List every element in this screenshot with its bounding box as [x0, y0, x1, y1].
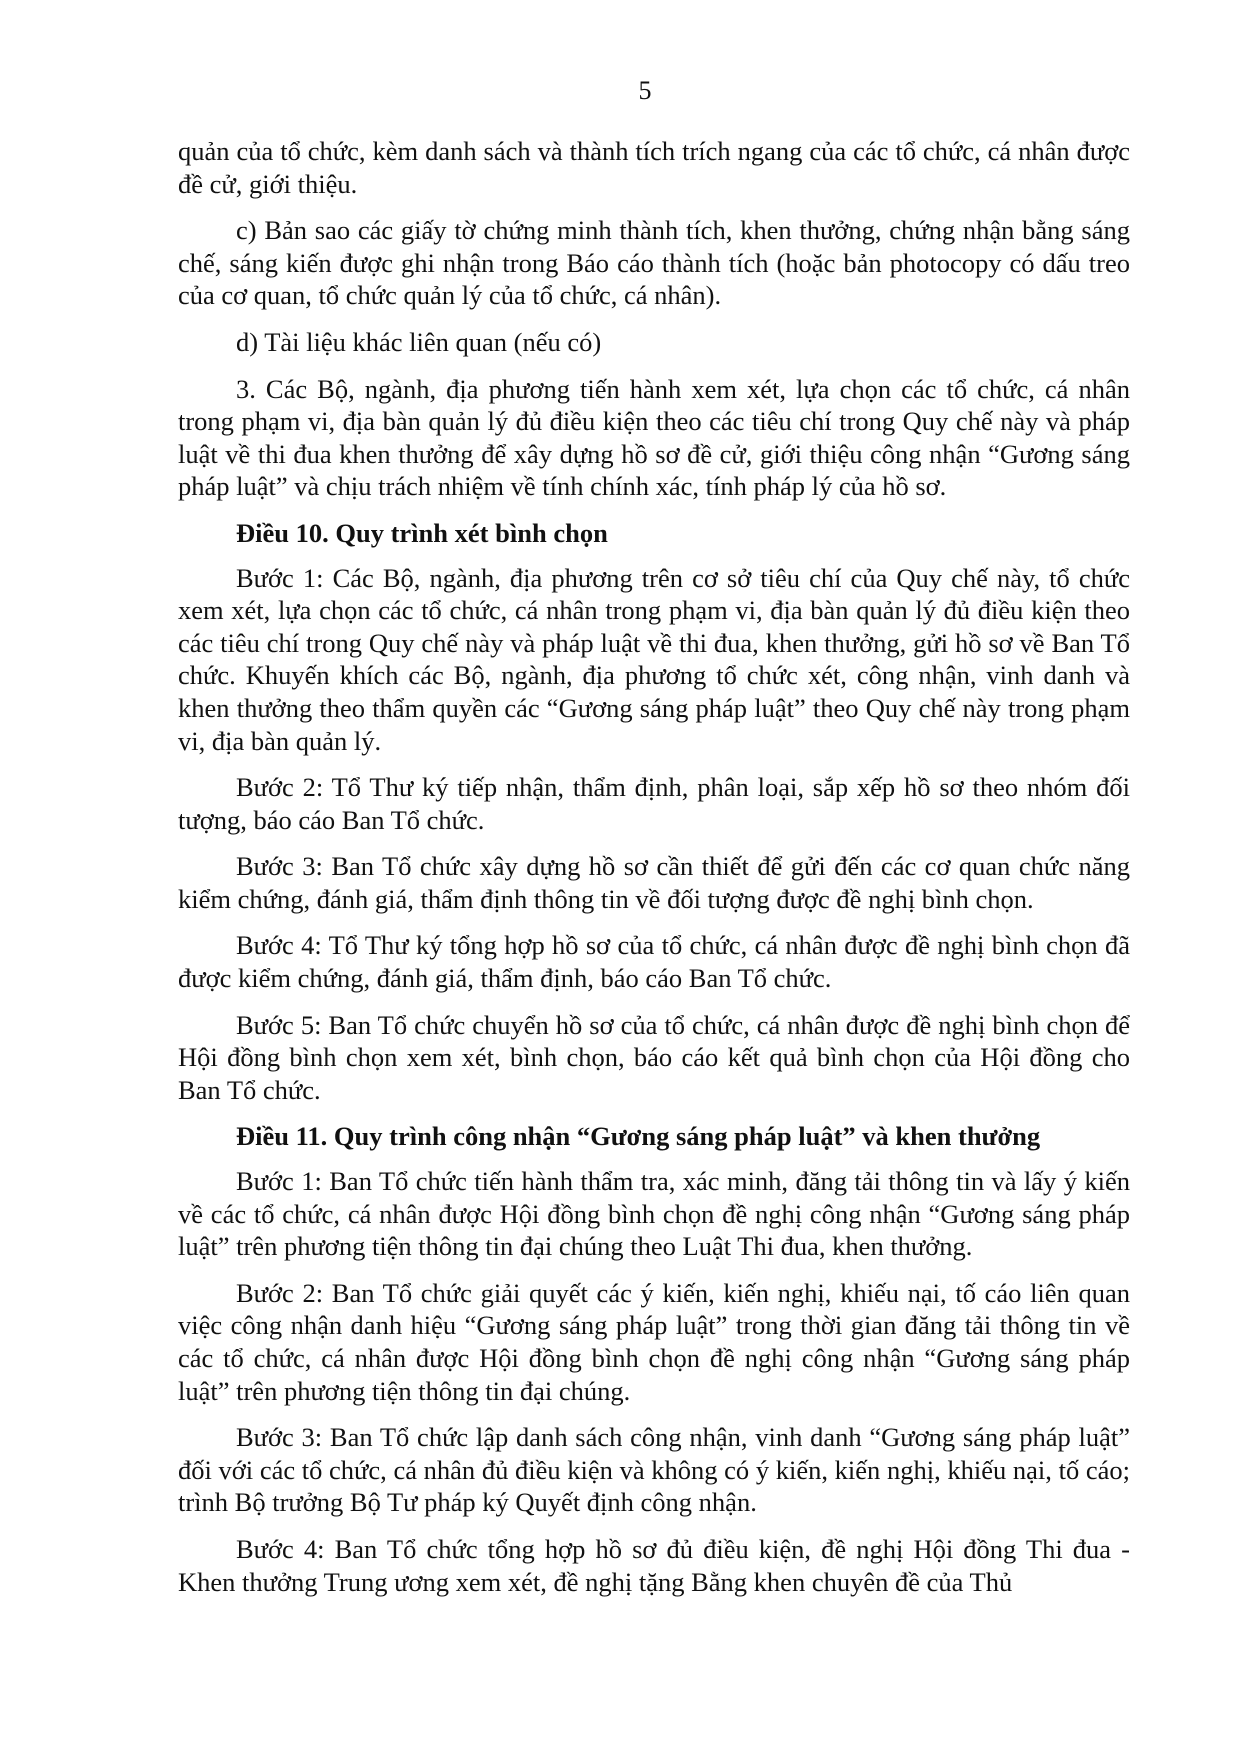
- page-number: 5: [638, 76, 652, 105]
- article-10-step-3: Bước 3: Ban Tổ chức xây dựng hồ sơ cần thiết để gửi đến các cơ quan chức năng kiểm chứng, đánh giá, thẩm định thông tin về đối tượng được đề nghị bình chọn.: [178, 851, 1130, 914]
- paragraph-item-d: d) Tài liệu khác liên quan (nếu có): [236, 326, 602, 357]
- article-10-step-5: Bước 5: Ban Tổ chức chuyển hồ sơ của tổ chức, cá nhân được đề nghị bình chọn để Hội đồng bình chọn xem xét, bình chọn, báo cáo kết quả bình chọn của Hội đồng cho Ban Tổ chức.: [178, 1009, 1130, 1105]
- article-10-step-4: Bước 4: Tổ Thư ký tổng hợp hồ sơ của tổ chức, cá nhân được đề nghị bình chọn đã được kiểm chứng, đánh giá, thẩm định, báo cáo Ban Tổ chức.: [178, 930, 1130, 994]
- article-11-heading: Điều 11. Quy trình công nhận “Gương sáng pháp luật” và khen thưởng: [236, 1121, 1041, 1152]
- article-11-step-3: Bước 3: Ban Tổ chức lập danh sách công nhận, vinh danh “Gương sáng pháp luật” đối với các tổ chức, cá nhân đủ điều kiện và không có ý kiến, kiến nghị, khiếu nại, tố cáo; trình Bộ trưởng Bộ Tư pháp ký Quyết định công nhận.: [178, 1422, 1130, 1518]
- article-11-step-2: Bước 2: Ban Tổ chức giải quyết các ý kiến, kiến nghị, khiếu nại, tố cáo liên quan việc công nhận danh hiệu “Gương sáng pháp luật” trong thời gian đăng tải thông tin về các tổ chức, cá nhân được Hội đồng bình chọn đề nghị công nhận “Gương sáng pháp luật” trên phương tiện thông tin đại chúng.: [178, 1277, 1130, 1406]
- paragraph-clause-3: 3. Các Bộ, ngành, địa phương tiến hành xem xét, lựa chọn các tổ chức, cá nhân trong phạm vi, địa bàn quản lý đủ điều kiện theo các tiêu chí trong Quy chế này và pháp luật về thi đua khen thưởng để xây dựng hồ sơ đề cử, giới thiệu công nhận “Gương sáng pháp luật” và chịu trách nhiệm về tính chính xác, tính pháp lý của hồ sơ.: [178, 373, 1130, 502]
- article-10-heading: Điều 10. Quy trình xét bình chọn: [236, 517, 608, 548]
- article-11-step-4: Bước 4: Ban Tổ chức tổng hợp hồ sơ đủ điều kiện, đề nghị Hội đồng Thi đua - Khen thưởng Trung ương xem xét, đề nghị tặng Bằng khen chuyên đề của Thủ: [178, 1533, 1130, 1597]
- paragraph-continuation: quản của tổ chức, kèm danh sách và thành tích trích ngang của các tổ chức, cá nhân được đề cử, giới thiệu.: [178, 136, 1130, 199]
- article-10-step-1: Bước 1: Các Bộ, ngành, địa phương trên cơ sở tiêu chí của Quy chế này, tổ chức xem xét, lựa chọn các tổ chức, cá nhân trong phạm vi, địa bàn quản lý đủ điều kiện theo các tiêu chí trong Quy chế này và pháp luật về thi đua, khen thưởng, gửi hồ sơ về Ban Tổ chức. Khuyến khích các Bộ, ngành, địa phương tổ chức xét, công nhận, vinh danh và khen thưởng theo thẩm quyền các “Gương sáng pháp luật” theo Quy chế này trong phạm vi, địa bàn quản lý.: [178, 562, 1130, 756]
- paragraph-item-c: c) Bản sao các giấy tờ chứng minh thành tích, khen thưởng, chứng nhận bằng sáng chế, sáng kiến được ghi nhận trong Báo cáo thành tích (hoặc bản photocopy có dấu treo của cơ quan, tổ chức quản lý của tổ chức, cá nhân).: [178, 215, 1130, 311]
- document-body: [178, 135, 1130, 1612]
- article-10-step-2: Bước 2: Tổ Thư ký tiếp nhận, thẩm định, phân loại, sắp xếp hồ sơ theo nhóm đối tượng, báo cáo Ban Tổ chức.: [178, 772, 1130, 835]
- article-11-step-1: Bước 1: Ban Tổ chức tiến hành thẩm tra, xác minh, đăng tải thông tin và lấy ý kiến về các tổ chức, cá nhân được Hội đồng bình chọn đề nghị công nhận “Gương sáng pháp luật” trên phương tiện thông tin đại chúng theo Luật Thi đua, khen thưởng.: [178, 1166, 1130, 1262]
